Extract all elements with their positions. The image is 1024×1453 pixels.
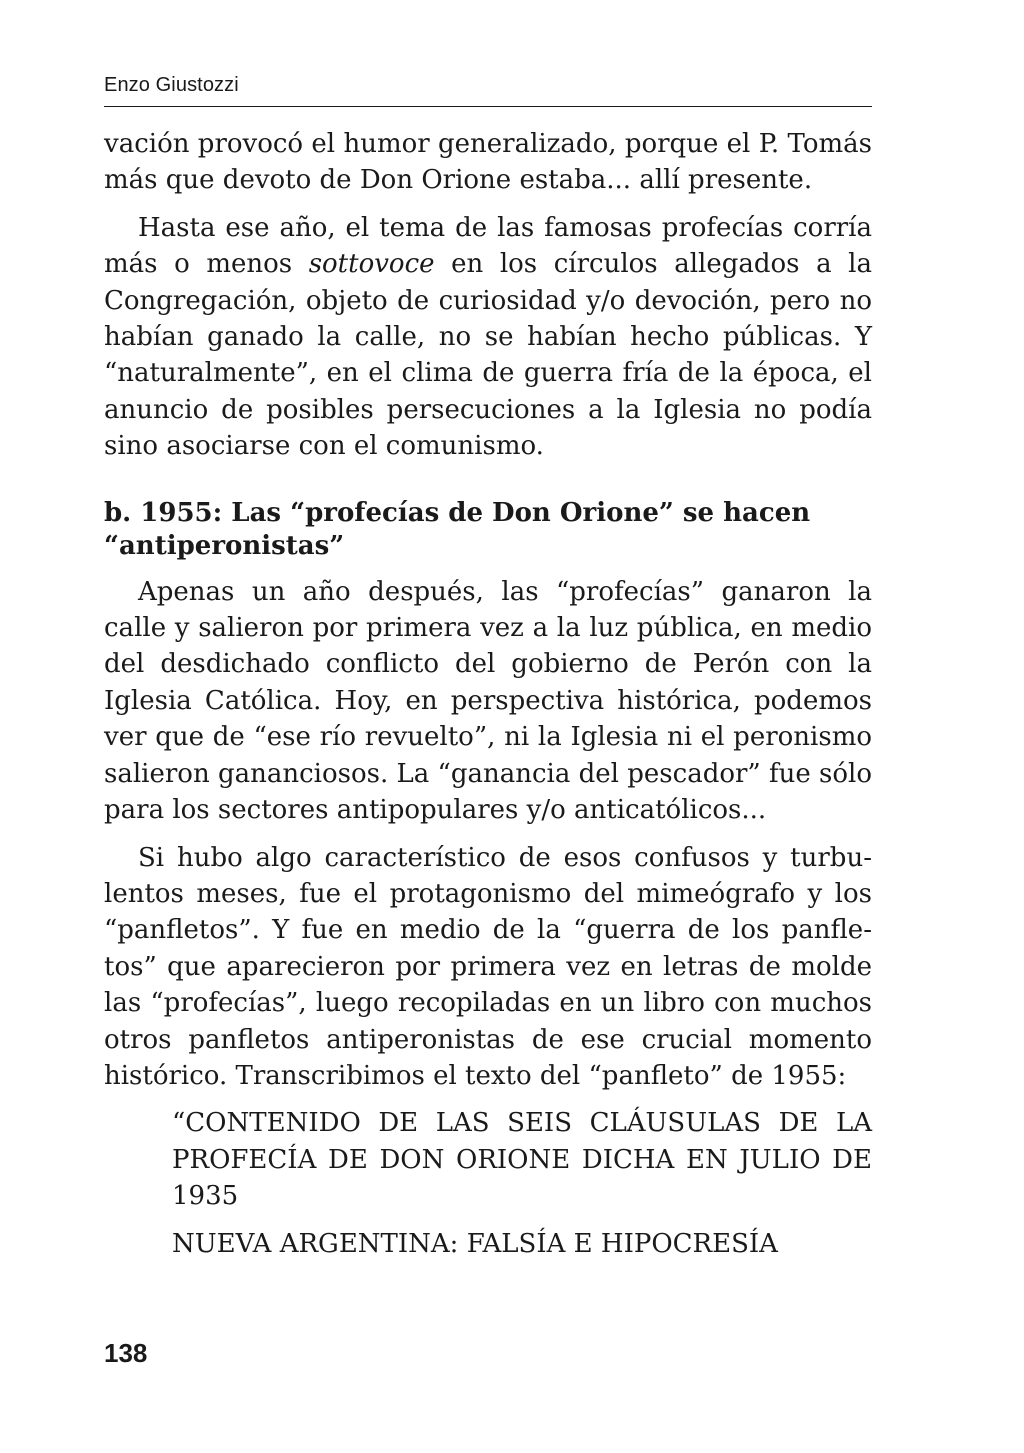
italic-term: sottovoce	[308, 249, 435, 280]
paragraph-text: en los círculos allegados a la Congregación, objeto de curiosidad y/o devoción, pero no habían ganado la calle, no se habían hecho públicas. Y “naturalmente”, en el clima de guerra fría de la época, el anuncio de posibles persecuciones a la Iglesia no podía sino asociarse con el comunismo.	[104, 249, 873, 462]
quote-title: “CONTENIDO DE LAS SEIS CLÁUSULAS DE LA PROFECÍA DE DON ORIONE DICHA EN JULIO DE 1935	[172, 1108, 872, 1212]
page-number: 138	[104, 1338, 148, 1368]
body-text	[104, 126, 872, 1262]
running-head: Enzo Giustozzi	[104, 74, 239, 96]
section-heading: b. 1955: Las “profecías de Don Orione” se hacen “antiperonistas”	[104, 497, 811, 561]
paragraph-text: Hasta ese año, el tema de las famosas profecías corría más o menos	[104, 212, 872, 280]
paragraph-panfletos: Si hubo algo característico de esos confusos y turbulentos meses, fue el protagonismo del mimeógrafo y los “panfletos”. Y fue en medio de la “guerra de los panfletos” que aparecieron por primera vez en letras de molde las “profecías”, luego recopiladas en un libro con muchos otros panfletos antiperonistas de ese crucial momento histórico. Transcribimos el texto del “panfleto” de 1955:	[104, 842, 872, 1091]
quote-subtitle: NUEVA ARGENTINA: FALSÍA E HIPOCRESÍA	[172, 1228, 778, 1259]
paragraph-continuation: vación provocó el humor generalizado, porque el P. Tomás más que devoto de Don Orione estaba... allí presente.	[104, 129, 872, 196]
paragraph-apenas: Apenas un año después, las “profecías” ganaron la calle y salieron por primera vez a la luz pública, en medio del desdichado conflicto del gobierno de Perón con la Iglesia Católica. Hoy, en perspectiva histórica, podemos ver que de “ese río revuelto”, ni la Iglesia ni el peronismo salieron gananciosos. La “ganancia del pescador” fue sólo para los sectores antipopulares y/o anticatólicos...	[104, 576, 872, 826]
header-rule	[104, 106, 872, 107]
paragraph-profecias-sottovoce	[104, 210, 872, 465]
